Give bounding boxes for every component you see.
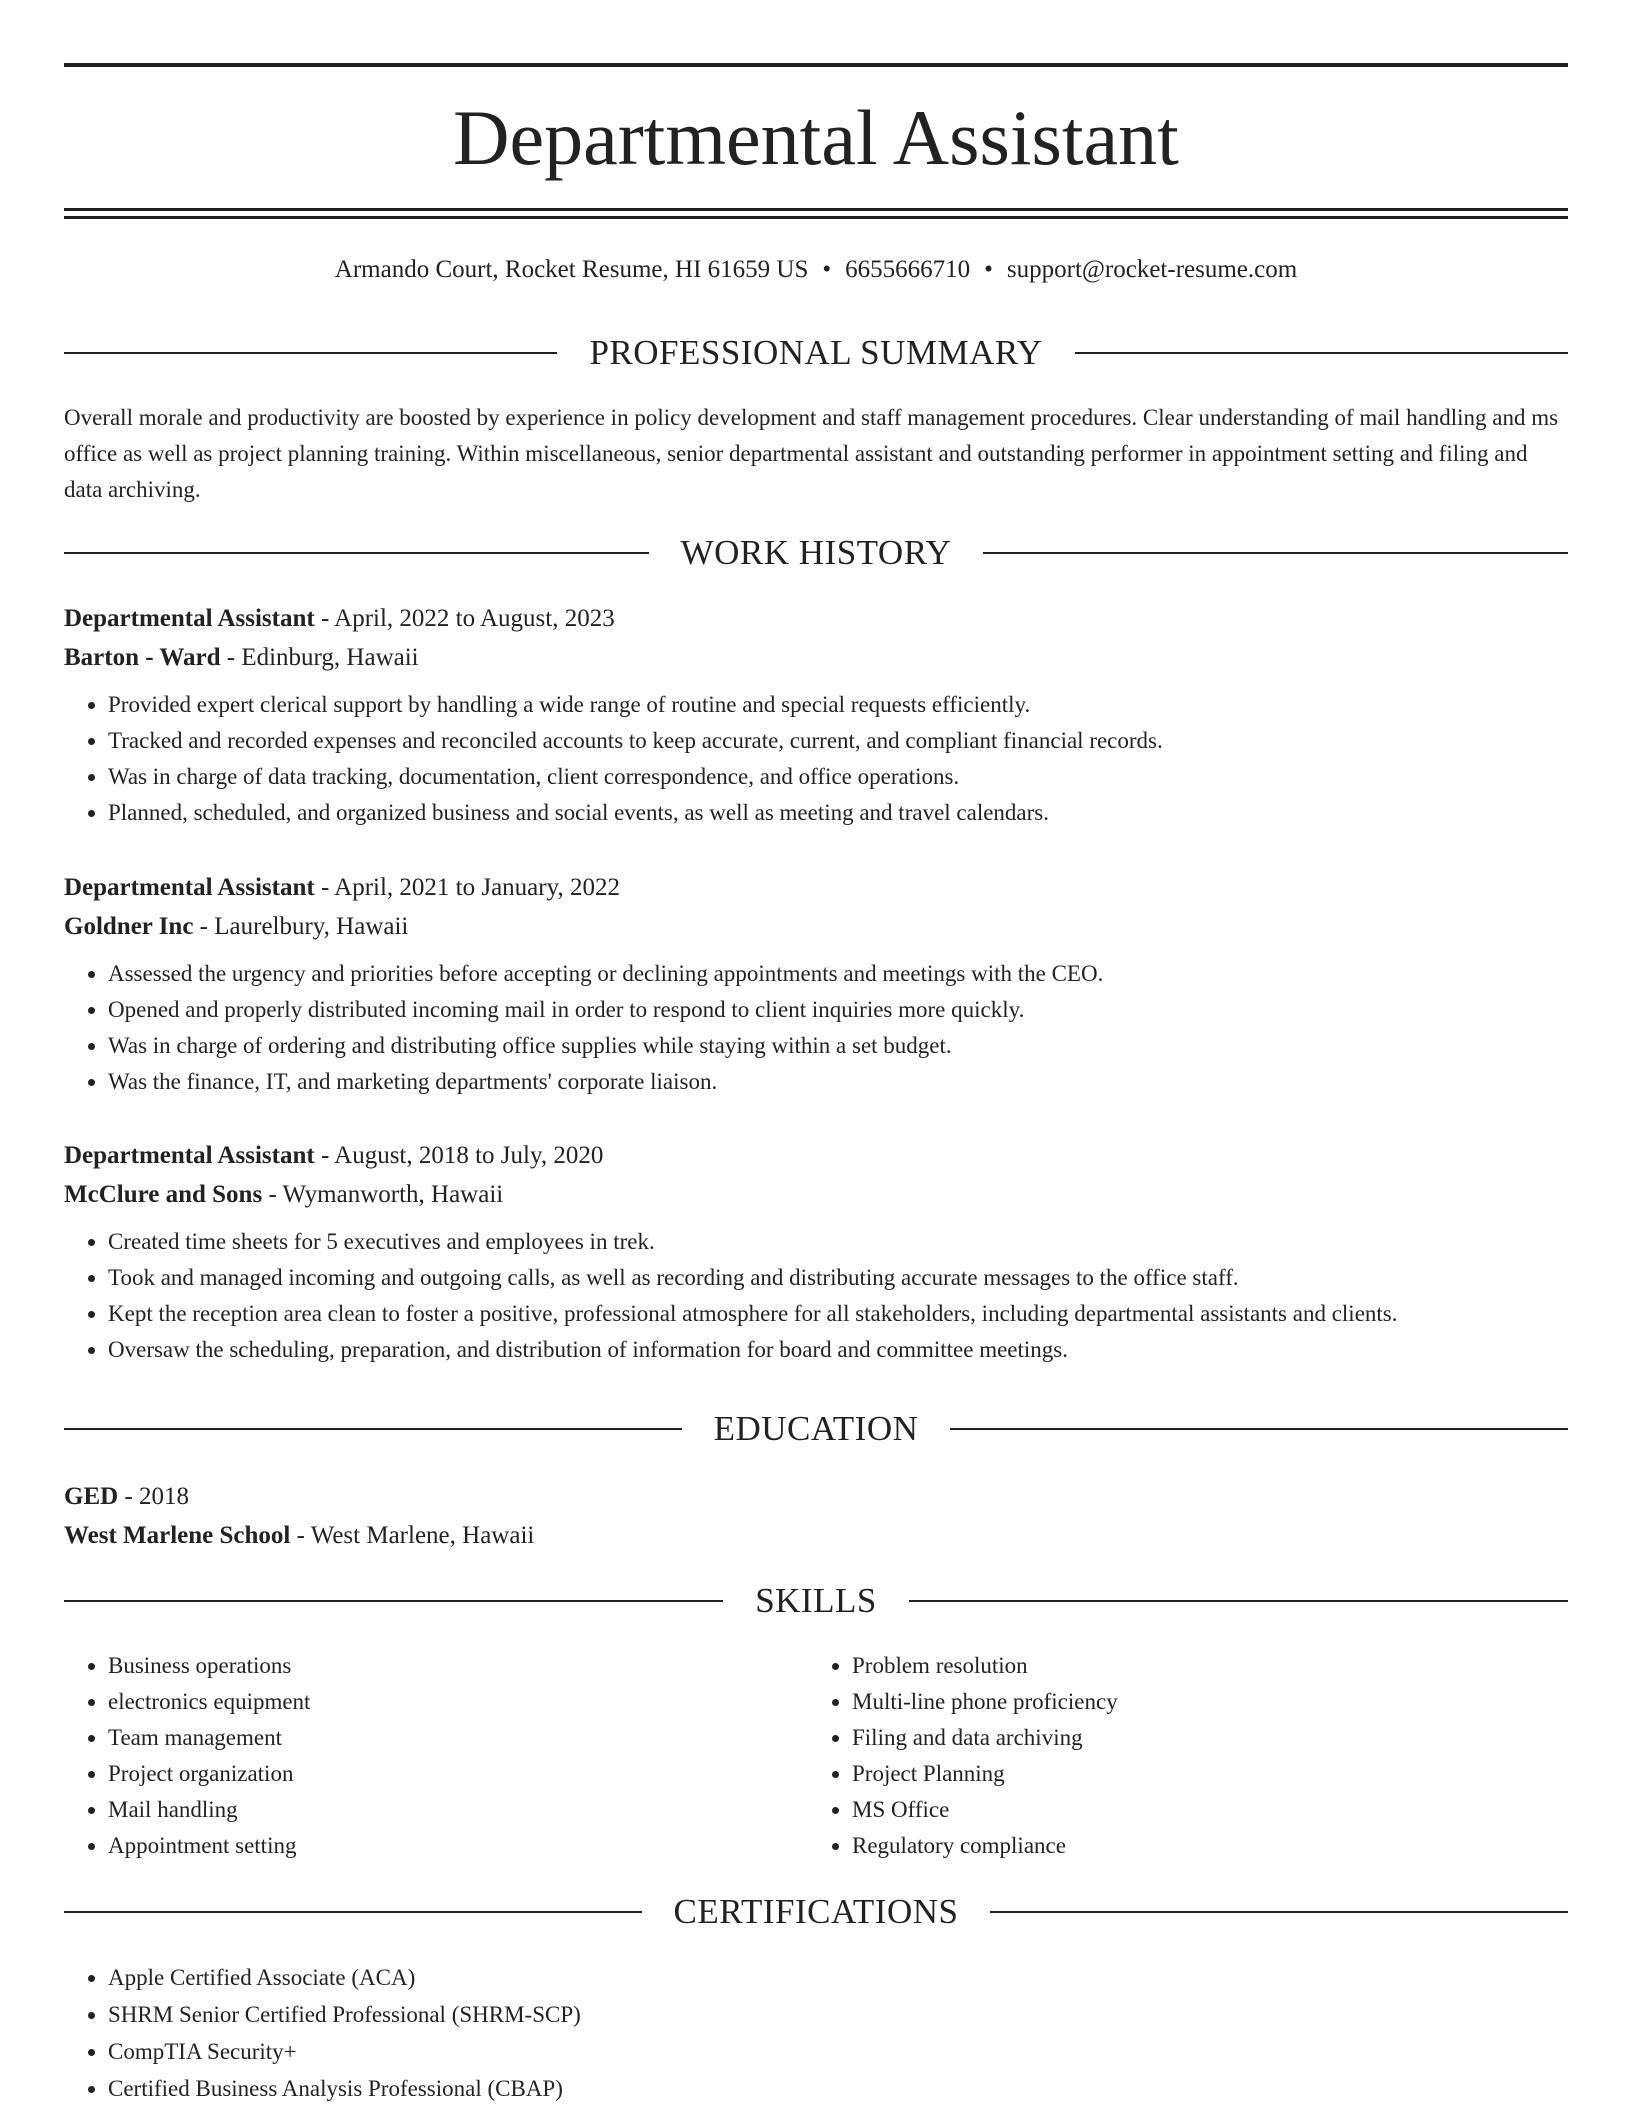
contact-line [64, 252, 1568, 288]
contact-address: Armando Court, Rocket Resume, HI 61659 US [334, 256, 809, 283]
heading-rule-right [950, 1428, 1568, 1430]
skills-heading-label: SKILLS [755, 1581, 877, 1620]
job-bullet: • Oversaw the scheduling, preparation, and distribution of information for board and committee meetings. [108, 1332, 1568, 1368]
skill-item: • Project Planning [852, 1756, 1552, 1792]
resume-title: Departmental Assistant [453, 94, 1179, 181]
heading-rule-right [909, 1600, 1568, 1602]
job-title: Departmental Assistant [64, 874, 315, 901]
skill-item: • Team management [108, 1720, 808, 1756]
skill-item: • Mail handling [108, 1792, 808, 1828]
job-bullet: • Was in charge of ordering and distributing office supplies while staying within a set budget. [108, 1028, 1568, 1064]
job-dates: - August, 2018 to July, 2020 [314, 1142, 604, 1169]
job-bullet: • Assessed the urgency and priorities before accepting or declining appointments and meetings with the CEO. [108, 956, 1568, 992]
skill-item: • Multi-line phone proficiency [852, 1684, 1552, 1720]
skill-item: • Appointment setting [108, 1828, 808, 1864]
job-bullets [64, 956, 1568, 1100]
job-location: - Edinburg, Hawaii [220, 644, 419, 671]
job-company: Goldner Inc [64, 913, 194, 940]
job-company-line [64, 1175, 1568, 1214]
skills-grid [64, 1648, 1568, 1864]
heading-rule-left [64, 352, 557, 354]
education-school-line [64, 1516, 1568, 1555]
job-bullets [64, 1224, 1568, 1368]
education-heading-label: EDUCATION [713, 1409, 919, 1448]
job-bullet: • Planned, scheduled, and organized business and social events, as well as meeting and travel calendars. [108, 795, 1568, 831]
education-entry [64, 1477, 1568, 1555]
job-bullet: • Opened and properly distributed incoming mail in order to respond to client inquiries more quickly. [108, 992, 1568, 1028]
heading-rule-left [64, 1600, 723, 1602]
skills-column-left [64, 1648, 808, 1864]
certification-item: • CompTIA Security+ [108, 2033, 1568, 2070]
work-history-heading [64, 531, 1568, 575]
job-entry [64, 868, 1568, 1100]
job-company-line [64, 907, 1568, 946]
job-entry [64, 599, 1568, 831]
job-location: - Wymanworth, Hawaii [262, 1181, 504, 1208]
job-title: Departmental Assistant [64, 1142, 315, 1169]
contact-separator: • [984, 256, 993, 283]
certification-item: • Certified Business Analysis Professional (CBAP) [108, 2070, 1568, 2107]
title-rule-lower [64, 216, 1568, 219]
skill-item: • electronics equipment [108, 1684, 808, 1720]
certifications-heading [64, 1890, 1568, 1934]
heading-rule-left [64, 1428, 682, 1430]
job-title-line [64, 1136, 1568, 1175]
heading-rule-right [990, 1911, 1568, 1913]
summary-text: Overall morale and productivity are boosted by experience in policy development and staff management procedures. Clear understanding of mail handling and ms office as well as project planning training. Within miscellaneous, senior departmental assistant and outstanding performer in appointment setting and filing and data archiving. [64, 405, 1559, 502]
heading-rule-right [983, 552, 1568, 554]
education-school: West Marlene School [64, 1522, 291, 1549]
job-company-line [64, 638, 1568, 677]
top-rule [64, 63, 1568, 67]
education-heading [64, 1407, 1568, 1451]
job-bullet: • Created time sheets for 5 executives and employees in trek. [108, 1224, 1568, 1260]
skill-item: • Project organization [108, 1756, 808, 1792]
job-bullet: • Was in charge of data tracking, documentation, client correspondence, and office operations. [108, 759, 1568, 795]
job-entry [64, 1136, 1568, 1368]
skill-item: • Business operations [108, 1648, 808, 1684]
job-bullet: • Tracked and recorded expenses and reconciled accounts to keep accurate, current, and compliant financial records. [108, 723, 1568, 759]
education-year: - 2018 [118, 1483, 190, 1510]
job-title-line [64, 599, 1568, 638]
heading-rule-left [64, 552, 649, 554]
skill-item: • Problem resolution [852, 1648, 1552, 1684]
certifications-heading-label: CERTIFICATIONS [673, 1892, 959, 1931]
contact-separator: • [822, 256, 832, 283]
skill-item: • Regulatory compliance [852, 1828, 1552, 1864]
heading-rule-left [64, 1911, 642, 1913]
job-bullet: • Kept the reception area clean to foster a positive, professional atmosphere for all stakeholders, including departmental assistants and clients. [108, 1296, 1568, 1332]
job-bullet: • Took and managed incoming and outgoing calls, as well as recording and distributing accurate messages to the office staff. [108, 1260, 1568, 1296]
title-rule-upper [64, 208, 1568, 211]
job-location: - Laurelbury, Hawaii [193, 913, 409, 940]
contact-phone: 6655666710 [845, 256, 971, 283]
job-title-line [64, 868, 1568, 907]
skills-column-right [808, 1648, 1552, 1864]
work-history-heading-label: WORK HISTORY [680, 533, 952, 572]
job-dates: - April, 2022 to August, 2023 [314, 605, 615, 632]
job-company: McClure and Sons [64, 1181, 263, 1208]
job-title: Departmental Assistant [64, 605, 315, 632]
contact-email: support@rocket-resume.com [1006, 256, 1298, 283]
certification-item: • SHRM Senior Certified Professional (SHRM-SCP) [108, 1996, 1568, 2033]
skill-item: • MS Office [852, 1792, 1552, 1828]
skill-item: • Filing and data archiving [852, 1720, 1552, 1756]
job-bullet: • Was the finance, IT, and marketing departments' corporate liaison. [108, 1064, 1568, 1100]
certification-item: • Apple Certified Associate (ACA) [108, 1959, 1568, 1996]
education-location: - West Marlene, Hawaii [290, 1522, 535, 1549]
job-bullets [64, 687, 1568, 831]
job-dates: - April, 2021 to January, 2022 [314, 874, 620, 901]
job-bullet: • Provided expert clerical support by handling a wide range of routine and special requests efficiently. [108, 687, 1568, 723]
job-company: Barton - Ward [64, 644, 221, 671]
skills-heading [64, 1579, 1568, 1623]
summary-heading-label: PROFESSIONAL SUMMARY [589, 333, 1043, 372]
heading-rule-right [1075, 352, 1568, 354]
summary-heading [64, 331, 1568, 375]
education-degree-line [64, 1477, 1568, 1516]
education-degree: GED [64, 1483, 119, 1510]
certifications-list [64, 1959, 1568, 2107]
certifications-list-wrap [64, 1959, 1568, 2107]
